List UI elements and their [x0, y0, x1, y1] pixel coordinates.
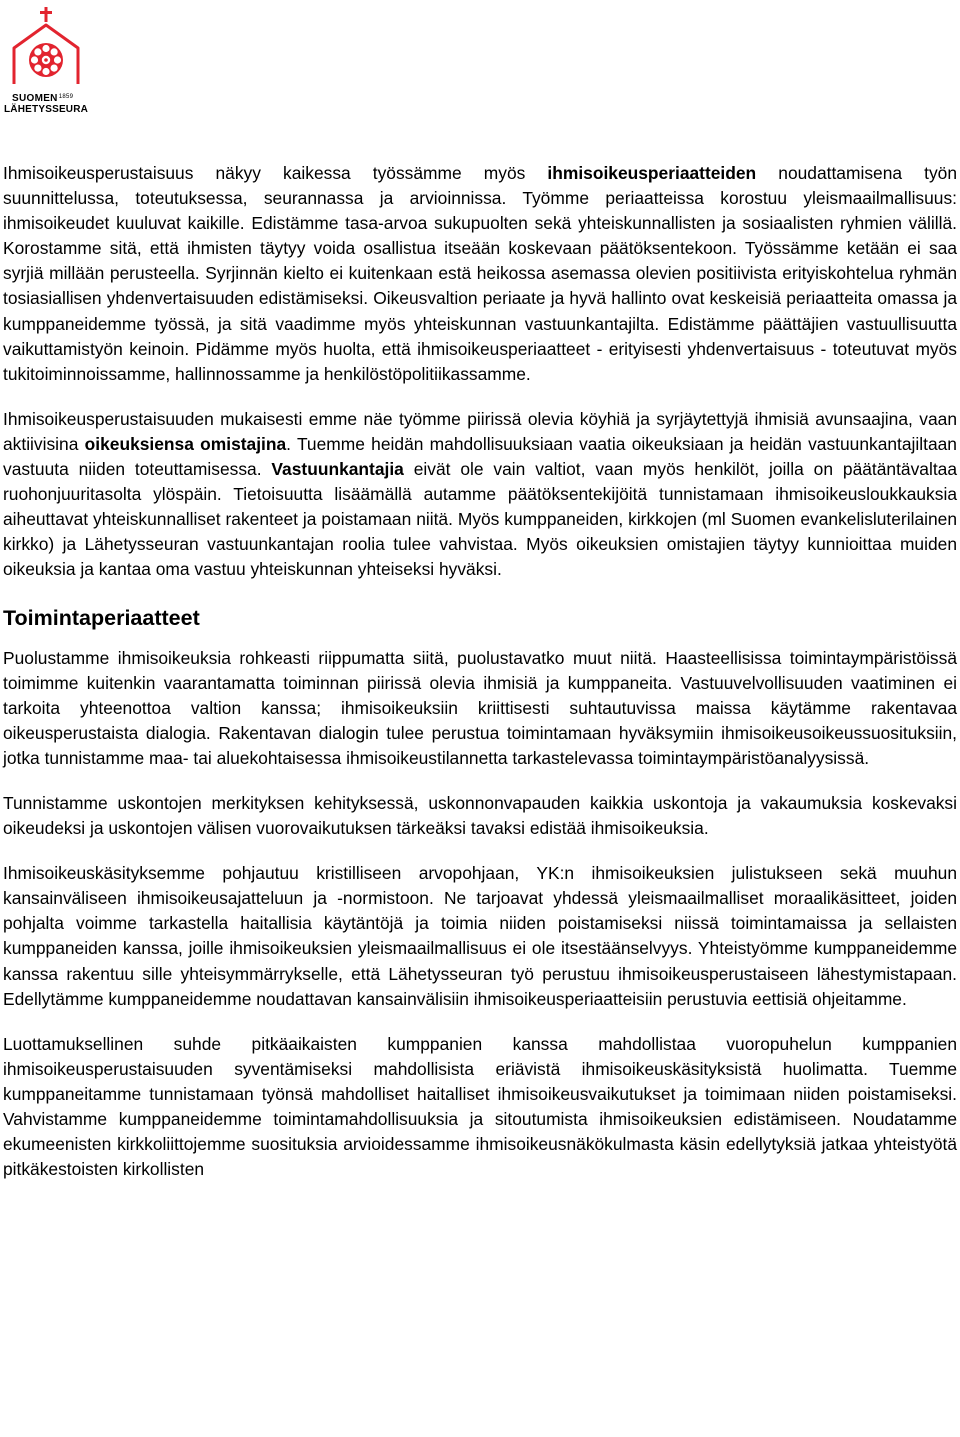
church-logo-icon	[4, 4, 94, 92]
logo-name-line2: LÄHETYSSEURA	[4, 104, 89, 115]
logo-year: 1859	[58, 94, 74, 100]
paragraph-religions: Tunnistamme uskontojen merkityksen kehityksessä, uskonnonvapauden kaikkia uskontoja ja vakaumuksia koskevaksi oikeudeksi ja uskontojen välisen vuorovaikutuksen tärkeäksi tavaksi edistää ihmisoikeuksia.	[3, 792, 957, 839]
bold-term: Vastuunkantajia	[271, 459, 404, 480]
section-heading: Toimintaperiaatteet	[3, 605, 200, 630]
logo-name-line1: $SUOMEN^{1859}$	[12, 93, 74, 104]
paragraph-values: Ihmisoikeuskäsityksemme pohjautuu kristilliseen arvopohjaan, YK:n ihmisoikeuksien julistukseen sekä muuhun kansainväliseen ihmisoikeusajatteluun ja -normistoon. Ne tarjoavat yhdessä yleismaailmalliset moraalikäsitteet, joiden pohjalta voimme tarkastella haitallisia käytäntöjä ja toimia niiden poistamiseksi niissä toimintamaissa ja sellaisten kumppaneiden kanssa, joille ihmisoikeuksien yleismaailmallisuus ei ole itsestäänselvyys. Yhteistyömme kumppaneidemme kanssa rakentuu sille yhteisymmärrykselle, että Lähetysseuran työ perustuu ihmisoikeusperustaiseen lähestymistapaan. Edellytämme kumppaneidemme noudattavan kansainvälisiin ihmisoikeusperiaatteisiin perustuvia eettisiä ohjeitamme.	[3, 863, 957, 1009]
paragraph-partners: Luottamuksellinen suhde pitkäaikaisten kumppanien kanssa mahdollistaa vuoropuhelun kumppanien ihmisoikeusperustaisuuden syventämiseksi mahdollisista eriävistä ihmisoikeuskäsityksistä huolimatta. Tuemme kumppaneitamme tunnistamaan työnsä mahdolliset haitalliset ihmisoikeusvaikutukset ja toimimaan niiden poistamiseksi. Vahvistamme kumppaneidemme toimintamahdollisuuksia ja sitoutumista ihmisoikeuksien edistämiseen. Noudatamme ekumeenisten kirkkoliittojemme suosituksia arvioidessamme ihmisoikeusnäkökulmasta käsin edellytyksiä jatkaa yhteistyötä pitkäkestoisten kirkollisten	[3, 1033, 957, 1180]
organization-logo	[4, 4, 94, 115]
bold-term: oikeuksiensa omistajina	[84, 433, 287, 454]
paragraph-principles: Ihmisoikeusperustaisuus näkyy kaikessa työssämme myös ihmisoikeusperiaatteiden noudattamisena työn suunnittelussa, toteutuksessa, seurannassa ja arvioinnissa. Työmme periaatteissa korostuu yleismaailmallisuus: ihmisoikeudet kuuluvat kaikille. Edistämme tasa-arvoa sukupuolten sekä yhteiskunnallisten ja sosiaalisten ryhmien välillä. Korostamme sitä, että ihmisten täytyy voida osallistua itseään koskevaan päätöksentekoon. Työssämme ketään ei saa syrjiä millään perusteella. Syrjinnän kielto ei kuitenkaan estä heikossa asemassa olevien positiivista erityiskohtelua ryhmän tosiasiallisen yhdenvertaisuuden edistämiseksi. Oikeusvaltion periaate ja hyvä hallinto ovat keskeisiä periaatteita omassa ja kumppaneidemme työssä, ja sitä vaadimme myös yhteiskunnan vastuunkantajilta. Edistämme päättäjien vastuullisuutta vaikuttamistyön keinoin. Pidämme myös huolta, että ihmisoikeusperiaatteet - erityisesti yhdenvertaisuus - toteutuvat myös tukitoiminnoissamme, hallinnossamme ja henkilöstöpolitiikassamme.	[3, 163, 957, 384]
paragraph-rights-holders: Ihmisoikeusperustaisuuden mukaisesti emme näe työmme piirissä olevia köyhiä ja syrjäytettyjä ihmisiä avunsaajina, vaan aktiivisina oikeuksiensa omistajina. Tuemme heidän mahdollisuuksiaan vaatia oikeuksiaan ja heidän vastuunkantajiltaan vastuuta niiden toteuttamisessa. Vastuunkantajia eivät ole vain valtiot, vaan myös henkilöt, joilla on päätäntävaltaa ruohonjuuritasolta ylöspäin. Tietoisuutta lisäämällä autamme päätöksentekijöitä tunnistamaan ihmisoikeusloukkauksia aiheuttavat yhteiskunnalliset rakenteet ja poistamaan niitä. Myös kumppaneiden, kirkkojen (ml Suomen evankelisluterilainen kirkko) ja Lähetysseuran vastuunkantajan roolia tulee vahvistaa. Myös oikeuksien omistajien täytyy kunnioittaa muiden oikeuksia ja kantaa oma vastuu yhteiskunnan yhteiseksi hyväksi.	[3, 408, 957, 580]
paragraph-defend-rights: Puolustamme ihmisoikeuksia rohkeasti riippumatta siitä, puolustavatko muut niitä. Haasteellisissa toimintaympäristöissä toimimme kuitenkin vaarantamatta toiminnan piirissä olevia ihmisiä ja kumppaneita. Vastuuvelvollisuuden vaatiminen ei tarkoita yhteenottoa valtion kanssa; ihmisoikeuksiin kriittisesti suhtautuvissa maissa käytämme rakentavaa oikeusperustaista dialogia. Rakentavan dialogin tulee perustua toimintamaan hyväksymiin ihmisoikeusoikeussuosituksiin, jotka tunnistamme maa- tai aluekohtaisessa ihmisoikeustilannetta tarkastelevassa toimintaympäristöanalyysissä.	[3, 647, 957, 768]
document-body	[3, 161, 957, 1182]
bold-term: ihmisoikeusperiaatteiden	[547, 163, 757, 183]
